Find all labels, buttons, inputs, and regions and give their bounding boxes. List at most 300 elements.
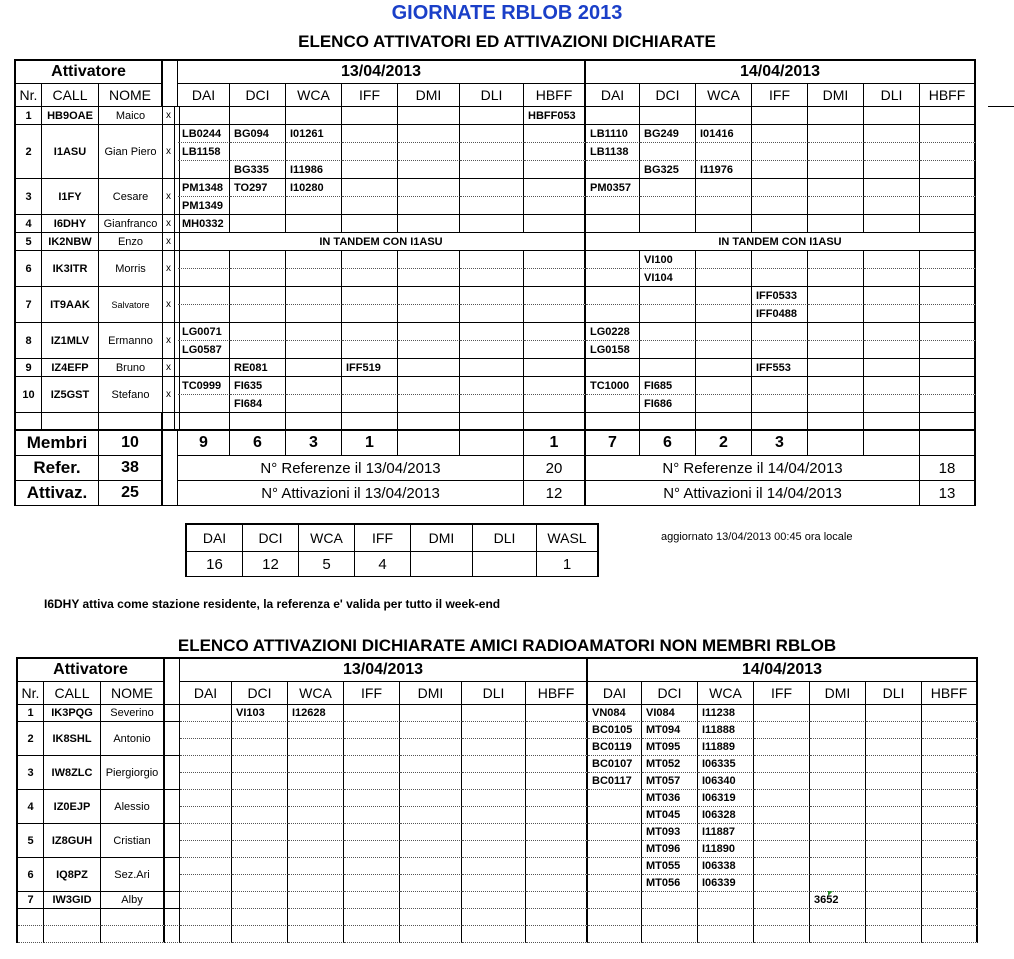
member-call: IK3ITR: [42, 251, 99, 287]
att-label-2: N° Attivazioni il 14/04/2013: [586, 481, 920, 506]
activation-cell: BC0117: [588, 773, 642, 790]
activation-cell: [524, 377, 586, 395]
activation-cell: [754, 739, 810, 756]
member-nr: 6: [16, 251, 42, 287]
activation-cell: [920, 341, 976, 359]
activation-cell: [866, 909, 922, 926]
member-nr: 10: [16, 377, 42, 413]
activation-cell: [288, 875, 344, 892]
activation-cell: [180, 909, 232, 926]
activation-cell: [920, 269, 976, 287]
activation-cell: VN084: [588, 705, 642, 722]
activation-cell: 3652: [810, 892, 866, 909]
member-flag: x: [163, 251, 175, 287]
activation-cell: [864, 395, 920, 413]
activation-cell: [696, 197, 752, 215]
activation-cell: [344, 875, 400, 892]
empty-cell: [286, 413, 342, 431]
activation-cell: I06335: [698, 756, 754, 773]
activation-cell: [526, 875, 588, 892]
activation-cell: [586, 395, 640, 413]
activation-cell: [920, 215, 976, 233]
activation-cell: [526, 739, 588, 756]
header-col: HBFF: [526, 682, 588, 705]
activation-cell: [288, 790, 344, 807]
activation-cell: [920, 143, 976, 161]
activation-cell: [526, 773, 588, 790]
empty-cell: [920, 413, 976, 431]
activation-cell: [288, 858, 344, 875]
activation-cell: [524, 395, 586, 413]
activation-cell: [286, 107, 342, 125]
activation-cell: [864, 179, 920, 197]
activation-cell: MT095: [642, 739, 698, 756]
activation-cell: [462, 824, 526, 841]
totals-header: WASL: [537, 525, 599, 552]
activation-cell: [752, 323, 808, 341]
activation-cell: BG335: [230, 161, 286, 179]
activation-cell: [808, 323, 864, 341]
totals-header: DMI: [411, 525, 473, 552]
activation-cell: [524, 215, 586, 233]
activation-cell: LG0228: [586, 323, 640, 341]
activation-cell: [808, 359, 864, 377]
activation-cell: [460, 215, 524, 233]
activation-cell: IFF553: [752, 359, 808, 377]
activation-cell: I11889: [698, 739, 754, 756]
activation-cell: [588, 858, 642, 875]
activation-cell: [342, 125, 398, 143]
activation-cell: [344, 824, 400, 841]
activation-cell: [588, 841, 642, 858]
header-col: IFF: [754, 682, 810, 705]
activation-cell: [460, 179, 524, 197]
activation-cell: [178, 287, 230, 305]
activation-cell: [810, 773, 866, 790]
activation-cell: [344, 807, 400, 824]
member-name: Gianfranco: [99, 215, 163, 233]
empty-cell: [586, 413, 640, 431]
header-attivatore: Attivatore: [16, 61, 163, 84]
comment-marker-icon: [828, 891, 833, 896]
activation-cell: [696, 395, 752, 413]
activation-cell: [866, 807, 922, 824]
empty-cell: [18, 909, 44, 926]
activation-cell: [866, 790, 922, 807]
activation-cell: MT052: [642, 756, 698, 773]
activation-cell: [588, 790, 642, 807]
activation-cell: [398, 125, 460, 143]
member-call: IK2NBW: [42, 233, 99, 251]
header-col: WCA: [288, 682, 344, 705]
activation-cell: [178, 107, 230, 125]
refer-value: 38: [99, 456, 163, 481]
count-cell: [460, 431, 524, 456]
activation-cell: [342, 287, 398, 305]
activation-cell: [526, 824, 588, 841]
activation-cell: [230, 107, 286, 125]
activation-cell: I06339: [698, 875, 754, 892]
activation-cell: [400, 841, 462, 858]
member-flag: x: [163, 377, 175, 413]
activation-cell: [752, 179, 808, 197]
totals-header: WCA: [299, 525, 355, 552]
activation-cell: [344, 756, 400, 773]
activation-cell: [922, 841, 978, 858]
activation-cell: [230, 323, 286, 341]
activation-cell: TO297: [230, 179, 286, 197]
empty-cell: [163, 413, 175, 431]
header-col: DLI: [462, 682, 526, 705]
att-label-1: N° Attivazioni il 13/04/2013: [178, 481, 524, 506]
activation-cell: [288, 909, 344, 926]
member-call: I6DHY: [42, 215, 99, 233]
count-cell: 6: [230, 431, 286, 456]
activation-cell: [398, 323, 460, 341]
member-nr: 9: [16, 359, 42, 377]
header-col: DMI: [808, 84, 864, 107]
activation-cell: [752, 143, 808, 161]
activation-cell: [526, 926, 588, 943]
activation-cell: [400, 705, 462, 722]
activation-cell: [178, 251, 230, 269]
activation-cell: [642, 909, 698, 926]
activation-cell: [696, 107, 752, 125]
header-col: HBFF: [922, 682, 978, 705]
activation-cell: [230, 305, 286, 323]
header-col: DCI: [232, 682, 288, 705]
activation-cell: [922, 926, 978, 943]
page-title: GIORNATE RBLOB 2013: [391, 2, 623, 24]
friend-call: IW8ZLC: [44, 756, 101, 790]
activation-cell: [920, 359, 976, 377]
activation-cell: [586, 359, 640, 377]
header-col: WCA: [286, 84, 342, 107]
activation-cell: [460, 323, 524, 341]
activation-cell: [342, 179, 398, 197]
header-col: WCA: [696, 84, 752, 107]
activation-cell: BC0105: [588, 722, 642, 739]
activation-cell: [754, 773, 810, 790]
activation-cell: [342, 143, 398, 161]
activation-cell: [640, 179, 696, 197]
activation-cell: [810, 858, 866, 875]
activation-cell: [460, 107, 524, 125]
attivaz-value: 25: [99, 481, 163, 506]
empty-cell: [16, 413, 42, 431]
activation-cell: [286, 377, 342, 395]
empty-cell: [101, 909, 165, 926]
activation-cell: BC0119: [588, 739, 642, 756]
activation-cell: [640, 197, 696, 215]
activation-cell: [864, 251, 920, 269]
activation-cell: PM1349: [178, 197, 230, 215]
activation-cell: [922, 909, 978, 926]
member-call: HB9OAE: [42, 107, 99, 125]
header-call: CALL: [42, 84, 99, 107]
tandem-note: IN TANDEM CON I1ASU: [586, 233, 976, 251]
activation-cell: [232, 722, 288, 739]
activation-cell: [286, 215, 342, 233]
activation-cell: [344, 858, 400, 875]
empty-cell: [44, 926, 101, 943]
activation-cell: [400, 858, 462, 875]
activation-cell: FI685: [640, 377, 696, 395]
activation-cell: [526, 807, 588, 824]
member-flag: x: [163, 323, 175, 359]
header-col: DMI: [400, 682, 462, 705]
member-call: IZ5GST: [42, 377, 99, 413]
count-cell: [398, 431, 460, 456]
activation-cell: [524, 161, 586, 179]
activation-cell: I11890: [698, 841, 754, 858]
activation-cell: [754, 824, 810, 841]
activation-cell: [752, 107, 808, 125]
activation-cell: [232, 773, 288, 790]
activation-cell: I12628: [288, 705, 344, 722]
activation-cell: [232, 909, 288, 926]
member-nr: 3: [16, 179, 42, 215]
spacer: [165, 892, 180, 909]
activation-cell: [810, 756, 866, 773]
activation-cell: [342, 269, 398, 287]
activation-cell: [526, 705, 588, 722]
header-nr: Nr.: [18, 682, 44, 705]
activation-cell: [922, 722, 978, 739]
activation-cell: [810, 705, 866, 722]
header-col: DAI: [180, 682, 232, 705]
activation-cell: LG0071: [178, 323, 230, 341]
activation-cell: [344, 892, 400, 909]
friend-nr: 1: [18, 705, 44, 722]
ref-label-1: N° Referenze il 13/04/2013: [178, 456, 524, 481]
activation-cell: [808, 305, 864, 323]
activation-cell: [180, 739, 232, 756]
empty-cell: [460, 413, 524, 431]
activation-cell: MT036: [642, 790, 698, 807]
activation-cell: I11976: [696, 161, 752, 179]
member-name: Cesare: [99, 179, 163, 215]
activation-cell: [808, 197, 864, 215]
activation-cell: [752, 197, 808, 215]
activation-cell: [922, 892, 978, 909]
spacer: [165, 858, 180, 892]
totals-value: 1: [537, 552, 599, 577]
member-nr: 7: [16, 287, 42, 323]
activation-cell: [524, 269, 586, 287]
activation-cell: [462, 841, 526, 858]
activation-cell: [398, 287, 460, 305]
activation-cell: [400, 722, 462, 739]
header-col: DMI: [398, 84, 460, 107]
activation-cell: [696, 377, 752, 395]
count-cell: 6: [640, 431, 696, 456]
member-flag: x: [163, 215, 175, 233]
activation-cell: [866, 824, 922, 841]
friend-name: Sez.Ari: [101, 858, 165, 892]
activation-cell: [398, 143, 460, 161]
activation-cell: MT045: [642, 807, 698, 824]
activation-cell: [586, 197, 640, 215]
activation-cell: TC1000: [586, 377, 640, 395]
friend-call: IZ0EJP: [44, 790, 101, 824]
activation-cell: [342, 197, 398, 215]
activation-cell: [344, 926, 400, 943]
activation-cell: [344, 773, 400, 790]
count-cell: 1: [342, 431, 398, 456]
activation-cell: [398, 197, 460, 215]
activation-cell: [754, 892, 810, 909]
empty-cell: [99, 413, 163, 431]
activation-cell: [344, 841, 400, 858]
member-name: Salvatore: [99, 287, 163, 323]
totals-value: [473, 552, 537, 577]
activation-cell: [864, 269, 920, 287]
activation-cell: LG0158: [586, 341, 640, 359]
activation-cell: [866, 841, 922, 858]
activation-cell: [586, 305, 640, 323]
activation-cell: [286, 197, 342, 215]
activation-cell: [866, 875, 922, 892]
count-cell: 3: [286, 431, 342, 456]
activation-cell: [864, 197, 920, 215]
friend-nr: 7: [18, 892, 44, 909]
activation-cell: [752, 125, 808, 143]
att-value-1: 12: [524, 481, 586, 506]
activation-cell: [922, 875, 978, 892]
activation-cell: [696, 323, 752, 341]
activation-cell: [588, 892, 642, 909]
activation-cell: [808, 251, 864, 269]
totals-table: [185, 523, 599, 577]
header-col: IFF: [344, 682, 400, 705]
activation-cell: [462, 790, 526, 807]
activation-cell: [524, 179, 586, 197]
activation-cell: [808, 143, 864, 161]
activation-cell: [400, 739, 462, 756]
activation-cell: VI103: [232, 705, 288, 722]
activation-cell: [232, 756, 288, 773]
header-col: HBFF: [920, 84, 976, 107]
activation-cell: [342, 107, 398, 125]
member-call: IZ4EFP: [42, 359, 99, 377]
header-nr: Nr.: [16, 84, 42, 107]
activation-cell: [286, 143, 342, 161]
activation-cell: [462, 739, 526, 756]
activation-cell: [752, 251, 808, 269]
empty-cell: [640, 413, 696, 431]
divider-line: [988, 106, 1014, 107]
header-nome: NOME: [99, 84, 163, 107]
activation-cell: MT055: [642, 858, 698, 875]
membri-value: 10: [99, 431, 163, 456]
activation-cell: [810, 807, 866, 824]
activation-cell: [920, 125, 976, 143]
count-cell: [920, 431, 976, 456]
activation-cell: [230, 215, 286, 233]
activation-cell: LG0587: [178, 341, 230, 359]
activation-cell: [754, 705, 810, 722]
activation-cell: [810, 909, 866, 926]
friend-nr: 2: [18, 722, 44, 756]
activation-cell: VI084: [642, 705, 698, 722]
activation-cell: [696, 269, 752, 287]
member-nr: 1: [16, 107, 42, 125]
activation-cell: [586, 215, 640, 233]
note-text: I6DHY attiva come stazione residente, la referenza e' valida per tutto il week-end: [44, 597, 501, 611]
activation-cell: [864, 143, 920, 161]
activation-cell: [866, 858, 922, 875]
activation-cell: MT056: [642, 875, 698, 892]
activation-cell: IFF0533: [752, 287, 808, 305]
count-cell: 1: [524, 431, 586, 456]
count-cell: 9: [178, 431, 230, 456]
member-name: Gian Piero: [99, 125, 163, 179]
activation-cell: [752, 341, 808, 359]
activation-cell: [180, 892, 232, 909]
section-title-friends: ELENCO ATTIVAZIONI DICHIARATE AMICI RADIOAMATORI NON MEMBRI RBLOB: [177, 636, 837, 655]
header-col: IFF: [752, 84, 808, 107]
activation-cell: I06319: [698, 790, 754, 807]
activation-cell: [866, 773, 922, 790]
friend-call: IW3GID: [44, 892, 101, 909]
activation-cell: [232, 926, 288, 943]
activation-cell: [398, 215, 460, 233]
empty-cell: [342, 413, 398, 431]
activation-cell: [288, 807, 344, 824]
member-call: IZ1MLV: [42, 323, 99, 359]
activation-cell: [398, 269, 460, 287]
activation-cell: [922, 858, 978, 875]
totals-value: [411, 552, 473, 577]
activation-cell: [288, 773, 344, 790]
activation-cell: I06328: [698, 807, 754, 824]
friend-call: IQ8PZ: [44, 858, 101, 892]
activation-cell: [342, 323, 398, 341]
friend-name: Cristian: [101, 824, 165, 858]
activation-cell: [696, 341, 752, 359]
activation-cell: [180, 841, 232, 858]
activation-cell: [230, 341, 286, 359]
activation-cell: [586, 269, 640, 287]
empty-cell: [524, 413, 586, 431]
activation-cell: [752, 377, 808, 395]
header-call: CALL: [44, 682, 101, 705]
member-name: Ermanno: [99, 323, 163, 359]
activation-cell: [344, 739, 400, 756]
update-timestamp: aggiornato 13/04/2013 00:45 ora locale: [661, 531, 853, 543]
activation-cell: [588, 909, 642, 926]
activation-cell: [460, 125, 524, 143]
activation-cell: [586, 107, 640, 125]
activation-cell: [230, 143, 286, 161]
activation-cell: [808, 395, 864, 413]
activation-cell: [864, 107, 920, 125]
activation-cell: [920, 179, 976, 197]
activation-cell: [864, 305, 920, 323]
member-name: Stefano: [99, 377, 163, 413]
activation-cell: [642, 926, 698, 943]
activation-cell: VI104: [640, 269, 696, 287]
member-name: Enzo: [99, 233, 163, 251]
activation-cell: [180, 807, 232, 824]
empty-cell: [230, 413, 286, 431]
activation-cell: [180, 773, 232, 790]
header-spacer: [165, 659, 180, 705]
members-table: [14, 59, 976, 506]
section-title-members: ELENCO ATTIVATORI ED ATTIVAZIONI DICHIARATE: [298, 32, 716, 51]
membri-label: Membri: [16, 431, 99, 456]
